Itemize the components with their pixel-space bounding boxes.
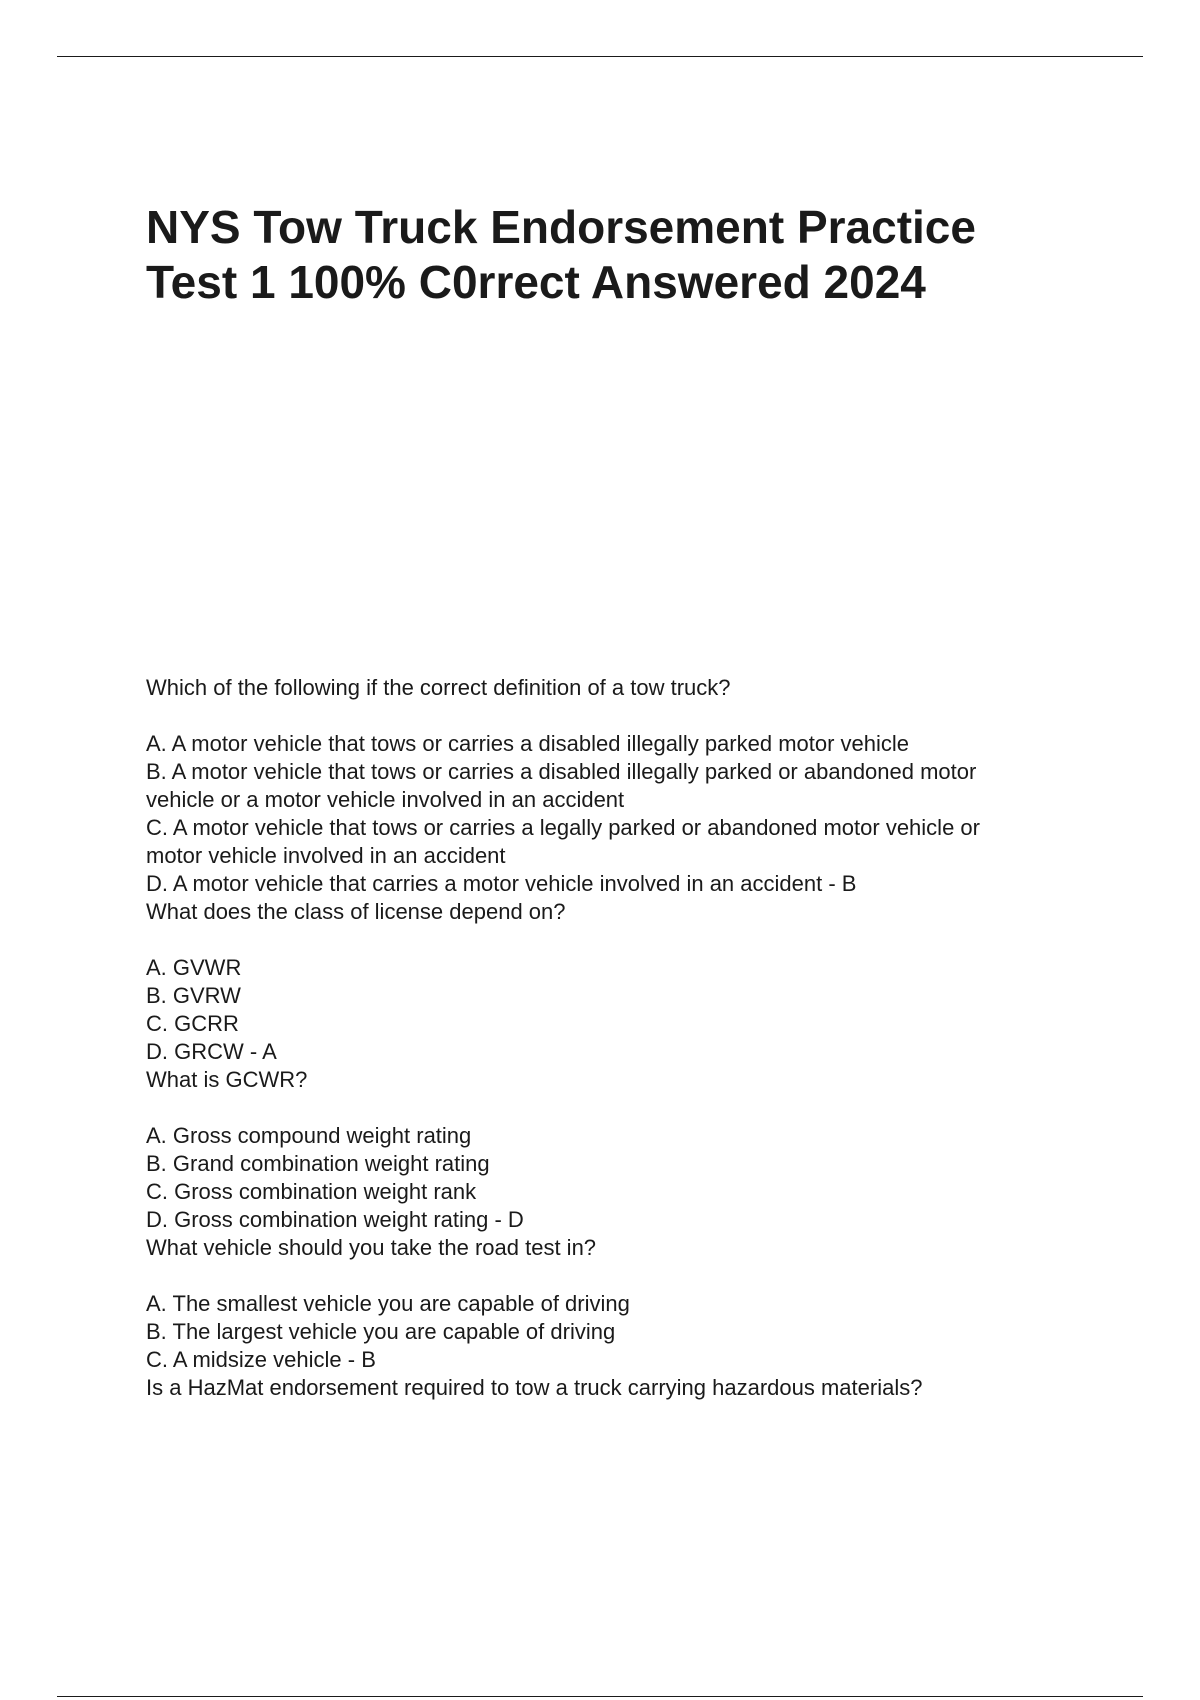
answer-option: B. A motor vehicle that tows or carries a disabled illegally parked or abandoned motor — [146, 759, 977, 784]
spacer — [146, 702, 1086, 730]
document-title — [146, 200, 1106, 310]
bottom-rule — [57, 1696, 1143, 1697]
question-text: What does the class of license depend on? — [146, 899, 566, 924]
question-text: Which of the following if the correct definition of a tow truck? — [146, 675, 731, 700]
answer-option-with-key: C. A midsize vehicle - B — [146, 1347, 376, 1372]
answer-option: A. A motor vehicle that tows or carries a disabled illegally parked motor vehicle — [146, 731, 910, 756]
answer-option: C. Gross combination weight rank — [146, 1179, 477, 1204]
question-list — [146, 674, 1086, 1402]
answer-option-continued: motor vehicle involved in an accident — [146, 843, 506, 868]
answer-option-with-key: D. GRCW - A — [146, 1039, 277, 1064]
answer-option-continued: vehicle or a motor vehicle involved in an accident — [146, 787, 625, 812]
answer-option: C. A motor vehicle that tows or carries a legally parked or abandoned motor vehicle or — [146, 815, 980, 840]
spacer — [146, 1094, 1086, 1122]
spacer — [146, 1262, 1086, 1290]
top-rule — [57, 56, 1143, 57]
title-line-2: Test 1 100% C0rrect Answered 2024 — [146, 256, 926, 308]
answer-option: B. The largest vehicle you are capable of driving — [146, 1319, 616, 1344]
spacer — [146, 926, 1086, 954]
answer-option: B. GVRW — [146, 983, 241, 1008]
question-text: What vehicle should you take the road test in? — [146, 1235, 597, 1260]
answer-option-with-key: D. Gross combination weight rating - D — [146, 1207, 524, 1232]
answer-option: A. Gross compound weight rating — [146, 1123, 472, 1148]
answer-option-with-key: D. A motor vehicle that carries a motor vehicle involved in an accident - B — [146, 871, 857, 896]
answer-option: A. GVWR — [146, 955, 242, 980]
answer-option: C. GCRR — [146, 1011, 239, 1036]
question-text: What is GCWR? — [146, 1067, 308, 1092]
answer-option: B. Grand combination weight rating — [146, 1151, 490, 1176]
answer-option: A. The smallest vehicle you are capable of driving — [146, 1291, 630, 1316]
title-line-1: NYS Tow Truck Endorsement Practice — [146, 201, 976, 253]
question-text: Is a HazMat endorsement required to tow a truck carrying hazardous materials? — [146, 1375, 923, 1400]
